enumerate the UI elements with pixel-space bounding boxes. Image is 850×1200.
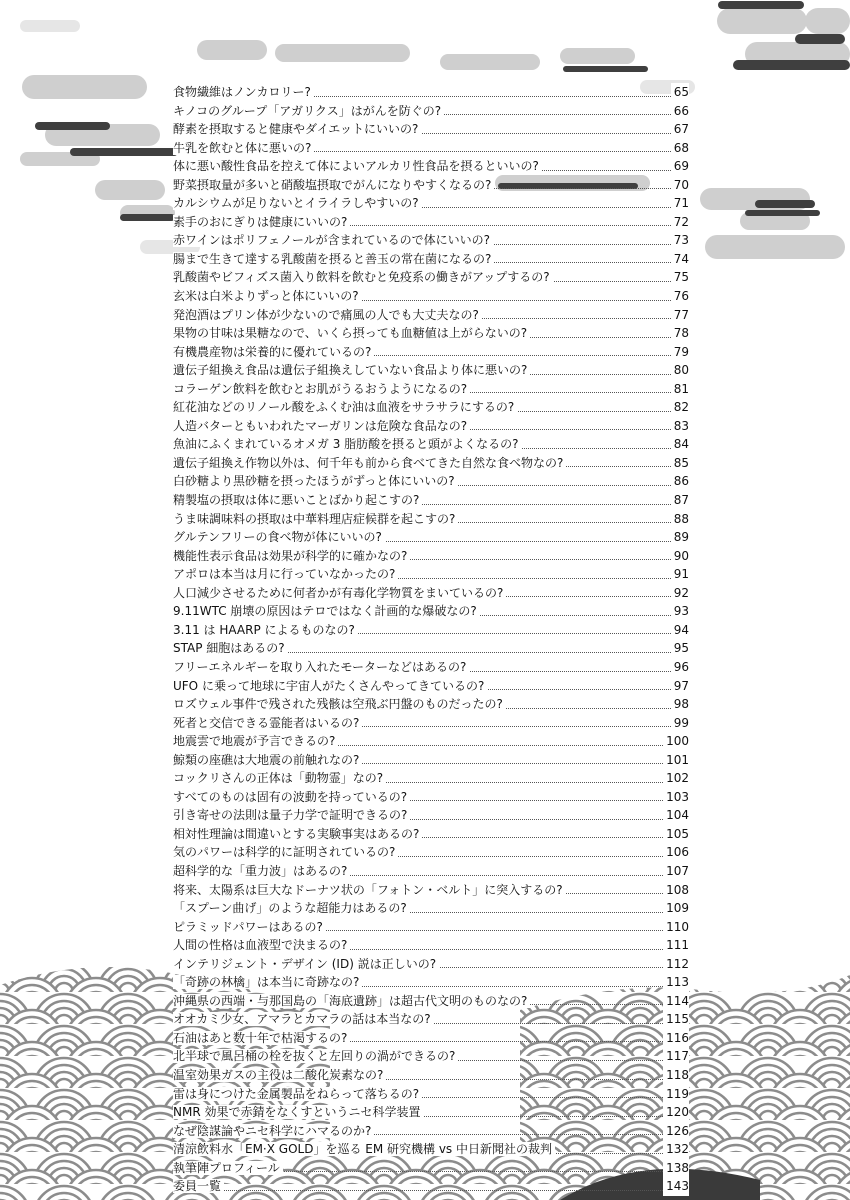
toc-entry-page-number: 109 <box>663 899 689 918</box>
toc-entry-title: 紅花油などのリノール酸をふくむ油は血液をサラサラにするの? <box>173 400 517 414</box>
toc-entry-title: UFO に乗って地球に宇宙人がたくさんやってきているの? <box>173 679 487 693</box>
toc-entry-title: 「スプーン曲げ」のような超能力はあるの? <box>173 901 410 915</box>
toc-entry-page-number: 78 <box>671 324 689 343</box>
toc-entry-title: 人間の性格は血液型で決まるの? <box>173 938 350 952</box>
toc-entry[interactable] <box>173 1122 689 1141</box>
toc-entry[interactable] <box>173 936 689 955</box>
toc-entry-page-number: 115 <box>663 1010 689 1029</box>
toc-entry-page-number: 108 <box>663 881 689 900</box>
toc-entry[interactable] <box>173 1010 689 1029</box>
toc-entry-page-number: 72 <box>671 213 689 232</box>
toc-entry-title: ピラミッドパワーはあるの? <box>173 920 326 934</box>
toc-entry-title: オオカミ少女、アマラとカマラの話は本当なの? <box>173 1012 434 1026</box>
toc-entry-page-number: 111 <box>663 936 689 955</box>
toc-entry[interactable] <box>173 1140 689 1159</box>
toc-entry-page-number: 103 <box>663 788 689 807</box>
toc-entry-title: 鯨類の座礁は大地震の前触れなの? <box>173 753 362 767</box>
toc-entry-title: 赤ワインはポリフェノールが含まれているので体にいいの? <box>173 233 493 247</box>
toc-entry-title: 温室効果ガスの主役は二酸化炭素なの? <box>173 1068 386 1082</box>
toc-entry-page-number: 83 <box>671 417 689 436</box>
toc-entry-page-number: 88 <box>671 510 689 529</box>
toc-entry[interactable] <box>173 584 689 603</box>
toc-entry[interactable] <box>173 213 689 232</box>
toc-entry[interactable] <box>173 83 689 102</box>
toc-entry-page-number: 132 <box>663 1140 689 1159</box>
toc-entry-title: 超科学的な「重力波」はあるの? <box>173 864 350 878</box>
toc-entry-page-number: 126 <box>663 1122 689 1141</box>
toc-entry-title: うま味調味料の摂取は中華料理店症候群を起こすの? <box>173 512 458 526</box>
toc-entry-page-number: 110 <box>663 918 689 937</box>
toc-entry-title: グルテンフリーの食べ物が体にいいの? <box>173 530 385 544</box>
toc-entry[interactable] <box>173 398 689 417</box>
toc-entry-page-number: 93 <box>671 602 689 621</box>
toc-entry-page-number: 104 <box>663 806 689 825</box>
toc-entry-page-number: 95 <box>671 639 689 658</box>
toc-entry-page-number: 68 <box>671 139 689 158</box>
toc-entry-title: 機能性表示食品は効果が科学的に確かなの? <box>173 549 410 563</box>
toc-entry-title: 死者と交信できる霊能者はいるの? <box>173 716 362 730</box>
toc-entry-page-number: 113 <box>663 973 689 992</box>
toc-entry-page-number: 106 <box>663 843 689 862</box>
toc-entry-page-number: 92 <box>671 584 689 603</box>
toc-entry[interactable] <box>173 343 689 362</box>
toc-entry-title: 腸まで生きて達する乳酸菌を摂ると善玉の常在菌になるの? <box>173 252 494 266</box>
toc-entry-title: コラーゲン飲料を飲むとお肌がうるおうようになるの? <box>173 382 470 396</box>
toc-entry-title: 遺伝子組換え作物以外は、何千年も前から食べてきた自然な食べ物なの? <box>173 456 566 470</box>
toc-entry-page-number: 118 <box>663 1066 689 1085</box>
toc-entry-title: インテリジェント・デザイン (ID) 説は正しいの? <box>173 957 439 971</box>
toc-entry-page-number: 89 <box>671 528 689 547</box>
toc-entry[interactable] <box>173 547 689 566</box>
toc-entry-title: 将来、太陽系は巨大なドーナツ状の「フォトン・ベルト」に突入するの? <box>173 883 566 897</box>
toc-entry-title: コックリさんの正体は「動物霊」なの? <box>173 771 386 785</box>
toc-entry-title: 引き寄せの法則は量子力学で証明できるの? <box>173 808 410 822</box>
toc-entry[interactable] <box>173 769 689 788</box>
toc-entry-title: 委員一覧 <box>173 1179 224 1193</box>
toc-entry[interactable] <box>173 788 689 807</box>
toc-entry-title: アポロは本当は月に行っていなかったの? <box>173 567 398 581</box>
toc-entry[interactable] <box>173 565 689 584</box>
toc-entry-page-number: 138 <box>663 1159 689 1178</box>
toc-entry-page-number: 71 <box>671 194 689 213</box>
toc-entry[interactable] <box>173 157 689 176</box>
toc-entry-page-number: 96 <box>671 658 689 677</box>
toc-entry[interactable] <box>173 862 689 881</box>
toc-entry[interactable] <box>173 472 689 491</box>
toc-entry[interactable] <box>173 324 689 343</box>
toc-entry[interactable] <box>173 1103 689 1122</box>
toc-entry[interactable] <box>173 695 689 714</box>
toc-entry-title: 食物繊維はノンカロリー? <box>173 85 314 99</box>
toc-entry[interactable] <box>173 139 689 158</box>
toc-entry-title: キノコのグループ「アガリクス」はがんを防ぐの? <box>173 104 444 118</box>
toc-entry[interactable] <box>173 435 689 454</box>
toc-entry[interactable] <box>173 918 689 937</box>
toc-entry-title: 清涼飲料水「EM·X GOLD」を巡る EM 研究機構 vs 中日新聞社の裁判 <box>173 1142 555 1156</box>
toc-entry-page-number: 98 <box>671 695 689 714</box>
toc-entry-title: 執筆陣プロフィール <box>173 1161 283 1175</box>
toc-entry-title: 果物の甘味は果糖なので、いくら摂っても血糖値は上がらないの? <box>173 326 530 340</box>
toc-entry-page-number: 114 <box>663 992 689 1011</box>
toc-entry[interactable] <box>173 268 689 287</box>
toc-entry[interactable] <box>173 102 689 121</box>
toc-entry[interactable] <box>173 677 689 696</box>
toc-entry[interactable] <box>173 250 689 269</box>
toc-entry-title: 有機農産物は栄養的に優れているの? <box>173 345 374 359</box>
toc-entry-page-number: 77 <box>671 306 689 325</box>
toc-entry[interactable] <box>173 806 689 825</box>
toc-entry-title: 酵素を摂取すると健康やダイエットにいいの? <box>173 122 421 136</box>
toc-entry-title: 人口減少させるために何者かが有毒化学物質をまいているの? <box>173 586 506 600</box>
toc-entry[interactable] <box>173 231 689 250</box>
toc-entry-page-number: 94 <box>671 621 689 640</box>
toc-entry-title: 乳酸菌やビフィズス菌入り飲料を飲むと免疫系の働きがアップするの? <box>173 270 553 284</box>
toc-entry-title: 体に悪い酸性食品を控えて体によいアルカリ性食品を摂るといいの? <box>173 159 542 173</box>
toc-entry[interactable] <box>173 1029 689 1048</box>
toc-entry-title: NMR 効果で赤錆をなくすというニセ科学装置 <box>173 1105 423 1119</box>
toc-entry[interactable] <box>173 992 689 1011</box>
toc-entry[interactable] <box>173 714 689 733</box>
toc-entry[interactable] <box>173 491 689 510</box>
toc-entry-title: 牛乳を飲むと体に悪いの? <box>173 141 314 155</box>
toc-entry-page-number: 120 <box>663 1103 689 1122</box>
toc-entry-page-number: 84 <box>671 435 689 454</box>
toc-entry-page-number: 117 <box>663 1047 689 1066</box>
toc-entry-title: 白砂糖より黒砂糖を摂ったほうがずっと体にいいの? <box>173 474 458 488</box>
toc-entry-page-number: 81 <box>671 380 689 399</box>
toc-entry[interactable] <box>173 361 689 380</box>
toc-entry-page-number: 66 <box>671 102 689 121</box>
toc-entry-page-number: 75 <box>671 268 689 287</box>
toc-entry-title: 素手のおにぎりは健康にいいの? <box>173 215 350 229</box>
toc-entry-page-number: 107 <box>663 862 689 881</box>
toc-entry-title: 地震雲で地震が予言できるの? <box>173 734 338 748</box>
toc-entry-title: 3.11 は HAARP によるものなの? <box>173 623 358 637</box>
toc-entry-page-number: 69 <box>671 157 689 176</box>
toc-entry-title: カルシウムが足りないとイライラしやすいの? <box>173 196 422 210</box>
toc-entry-page-number: 105 <box>663 825 689 844</box>
toc-entry-title: 気のパワーは科学的に証明されているの? <box>173 845 398 859</box>
toc-entry[interactable] <box>173 751 689 770</box>
toc-entry-page-number: 74 <box>671 250 689 269</box>
toc-entry[interactable] <box>173 120 689 139</box>
toc-entry[interactable] <box>173 881 689 900</box>
toc-entry-page-number: 67 <box>671 120 689 139</box>
toc-entry-title: 精製塩の摂取は体に悪いことばかり起こすの? <box>173 493 422 507</box>
toc-entry-page-number: 76 <box>671 287 689 306</box>
toc-entry[interactable] <box>173 380 689 399</box>
toc-entry-page-number: 102 <box>663 769 689 788</box>
toc-entry-page-number: 79 <box>671 343 689 362</box>
toc-entry-page-number: 86 <box>671 472 689 491</box>
toc-entry-title: 遺伝子組換え食品は遺伝子組換えしていない食品より体に悪いの? <box>173 363 530 377</box>
toc-entry-title: 発泡酒はプリン体が少ないので痛風の人でも大丈夫なの? <box>173 308 482 322</box>
toc-entry[interactable] <box>173 454 689 473</box>
toc-entry[interactable] <box>173 899 689 918</box>
toc-entry-page-number: 87 <box>671 491 689 510</box>
toc-entry[interactable] <box>173 639 689 658</box>
toc-entry-title: 雷は身につけた金属製品をねらって落ちるの? <box>173 1087 422 1101</box>
toc-entry-title: 玄米は白米よりずっと体にいいの? <box>173 289 362 303</box>
dot-leader <box>173 1190 689 1191</box>
toc-entry[interactable] <box>173 973 689 992</box>
toc-entry[interactable] <box>173 1085 689 1104</box>
toc-entry-title: 石油はあと数十年で枯渇するの? <box>173 1031 350 1045</box>
toc-entry-page-number: 73 <box>671 231 689 250</box>
toc-entry[interactable] <box>173 658 689 677</box>
toc-entry-page-number: 116 <box>663 1029 689 1048</box>
toc-entry-page-number: 112 <box>663 955 689 974</box>
toc-entry-title: 魚油にふくまれているオメガ 3 脂肪酸を摂ると頭がよくなるの? <box>173 437 522 451</box>
toc-entry[interactable] <box>173 176 689 195</box>
toc-entry-page-number: 80 <box>671 361 689 380</box>
toc-entry[interactable] <box>173 1066 689 1085</box>
toc-entry-page-number: 91 <box>671 565 689 584</box>
toc-entry-title: 9.11WTC 崩壊の原因はテロではなく計画的な爆破なの? <box>173 604 480 618</box>
toc-entry[interactable] <box>173 621 689 640</box>
toc-entry-page-number: 85 <box>671 454 689 473</box>
toc-entry-page-number: 90 <box>671 547 689 566</box>
toc-entry-page-number: 119 <box>663 1085 689 1104</box>
toc-entry-page-number: 143 <box>663 1177 689 1196</box>
toc-entry-page-number: 65 <box>671 83 689 102</box>
toc-entry[interactable] <box>173 528 689 547</box>
toc-entry-title: 野菜摂取量が多いと硝酸塩摂取でがんになりやすくなるの? <box>173 178 494 192</box>
toc-entry-page-number: 101 <box>663 751 689 770</box>
toc-entry[interactable] <box>173 1047 689 1066</box>
toc-entry[interactable] <box>173 306 689 325</box>
toc-entry-title: すべてのものは固有の波動を持っているの? <box>173 790 410 804</box>
toc-entry-title: STAP 細胞はあるの? <box>173 641 288 655</box>
toc-entry[interactable] <box>173 510 689 529</box>
toc-entry-page-number: 100 <box>663 732 689 751</box>
toc-entry[interactable] <box>173 955 689 974</box>
toc-entry-title: ロズウェル事件で残された残骸は空飛ぶ円盤のものだったの? <box>173 697 506 711</box>
toc-entry-title: 「奇跡の林檎」は本当に奇跡なの? <box>173 975 362 989</box>
toc-entry-title: 人造バターともいわれたマーガリンは危険な食品なの? <box>173 419 470 433</box>
toc-entry-title: フリーエネルギーを取り入れたモーターなどはあるの? <box>173 660 469 674</box>
toc-entry-page-number: 97 <box>671 677 689 696</box>
toc-entry-title: 沖縄県の西端・与那国島の「海底遺跡」は超古代文明のものなの? <box>173 994 530 1008</box>
toc-entry[interactable] <box>173 1177 689 1196</box>
toc-entry-title: 相対性理論は間違いとする実験事実はあるの? <box>173 827 422 841</box>
toc-entry[interactable] <box>173 602 689 621</box>
toc-entry[interactable] <box>173 287 689 306</box>
toc-entry-title: 北半球で風呂桶の栓を抜くと左回りの渦ができるの? <box>173 1049 458 1063</box>
toc-entry-page-number: 82 <box>671 398 689 417</box>
toc-entry[interactable] <box>173 194 689 213</box>
toc-entry-page-number: 70 <box>671 176 689 195</box>
toc-entry-title: なぜ陰謀論やニセ科学にハマるのか? <box>173 1124 374 1138</box>
toc-entry[interactable] <box>173 1159 689 1178</box>
toc-entry-page-number: 99 <box>671 714 689 733</box>
toc-entry[interactable] <box>173 825 689 844</box>
toc-entry[interactable] <box>173 843 689 862</box>
table-of-contents <box>173 83 689 1196</box>
toc-entry[interactable] <box>173 417 689 436</box>
toc-entry[interactable] <box>173 732 689 751</box>
